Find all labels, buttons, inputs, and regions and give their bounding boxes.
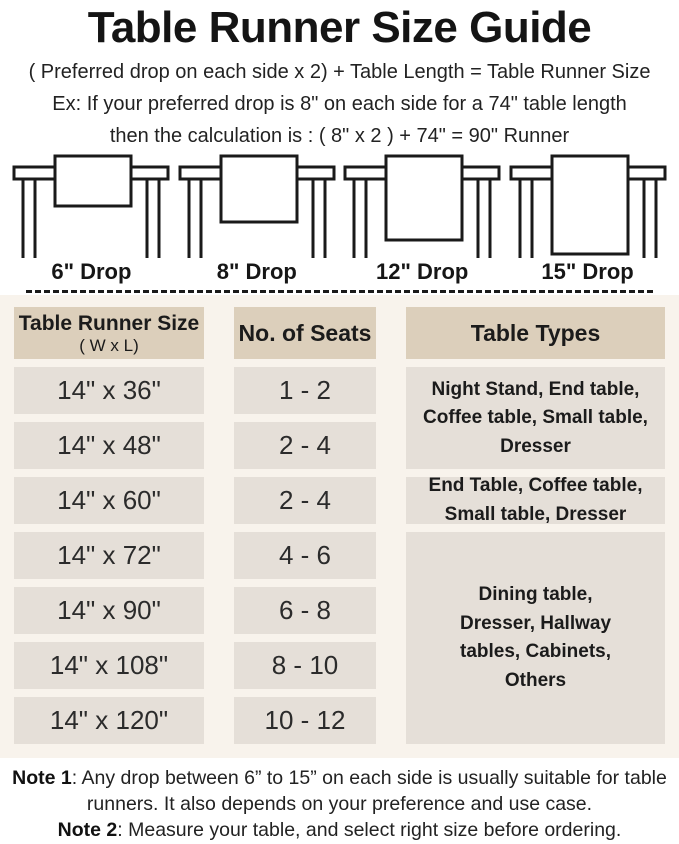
table-types-group-medium (406, 477, 665, 524)
runner-rect (55, 156, 131, 206)
header-runner-size-line1: Table Runner Size (18, 312, 200, 336)
size-cell: 14" x 48" (14, 422, 204, 469)
seats-cell: 4 - 6 (234, 532, 376, 579)
runner-rect (386, 156, 462, 240)
note-2-text: : Measure your table, and select right size before ordering. (117, 818, 622, 841)
note-2-label: Note 2 (57, 818, 118, 841)
example-line-1: Ex: If your preferred drop is 8" on each side for a 74" table length (52, 92, 627, 115)
seats-cell: 2 - 4 (234, 477, 376, 524)
size-table-section (0, 295, 679, 758)
size-cell: 14" x 108" (14, 642, 204, 689)
header-no-of-seats: No. of Seats (234, 307, 376, 359)
drop-illustration-6 (11, 152, 171, 285)
drop-label-8: 8" Drop (216, 258, 297, 284)
drop-illustration-15 (508, 152, 668, 285)
drop-label-15: 15" Drop (541, 258, 634, 284)
size-cell: 14" x 36" (14, 367, 204, 414)
notes-section (0, 758, 679, 843)
table-types-group-small (406, 367, 665, 469)
header (0, 0, 679, 150)
size-cell: 14" x 72" (14, 532, 204, 579)
example-line-2: then the calculation is : ( 8" x 2 ) + 74" = 90" Runner (109, 124, 570, 147)
size-cell: 14" x 90" (14, 587, 204, 634)
note-1-label: Note 1 (12, 767, 72, 790)
formula-text: ( Preferred drop on each side x 2) + Table Length = Table Runner Size (28, 60, 651, 83)
page-title: Table Runner Size Guide (87, 3, 592, 52)
table-runner-drop-icon (177, 152, 337, 258)
note-1 (12, 767, 667, 815)
runner-rect (221, 156, 297, 222)
drop-illustration-8 (177, 152, 337, 285)
seats-cell: 1 - 2 (234, 367, 376, 414)
seats-cell: 8 - 10 (234, 642, 376, 689)
drop-illustrations-row (0, 150, 679, 285)
table-runner-drop-icon (508, 152, 668, 258)
size-cell: 14" x 60" (14, 477, 204, 524)
header-runner-size (14, 307, 204, 359)
seats-cell: 10 - 12 (234, 697, 376, 744)
dashed-separator-line (26, 290, 653, 293)
runner-rect (552, 156, 628, 254)
table-types-text: Dining table, Dresser, Hallway tables, Cabinets, Others (459, 584, 612, 691)
seats-cell: 2 - 4 (234, 422, 376, 469)
size-cell: 14" x 120" (14, 697, 204, 744)
seats-cell: 6 - 8 (234, 587, 376, 634)
header-runner-size-line2: ( W x L) (79, 335, 139, 355)
table-types-group-large (406, 532, 665, 744)
size-table (14, 307, 665, 744)
drop-illustration-12 (342, 152, 502, 285)
table-runner-drop-icon (342, 152, 502, 258)
note-1-text: : Any drop between 6” to 15” on each side is usually suitable for table runners. It also depends on your preference and use case. (71, 767, 667, 816)
header-table-types: Table Types (406, 307, 665, 359)
table-types-text: End Table, Coffee table, Small table, Dresser (428, 475, 643, 525)
table-runner-drop-icon (11, 152, 171, 258)
drop-label-12: 12" Drop (376, 258, 469, 284)
table-types-text: Night Stand, End table, Coffee table, Small table, Dresser (423, 378, 648, 457)
drop-label-6: 6" Drop (51, 258, 132, 284)
note-2 (58, 819, 622, 841)
